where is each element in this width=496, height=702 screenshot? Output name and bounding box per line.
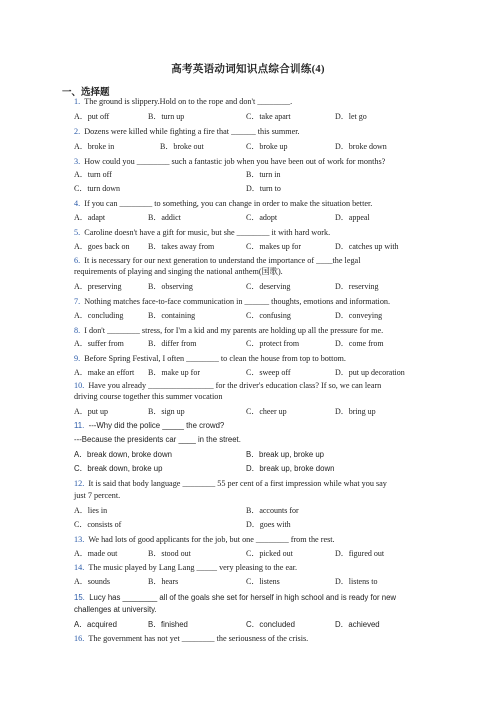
question-16: [74, 634, 308, 644]
question-8: [74, 326, 383, 336]
option-b[interactable]: B．turn in: [246, 170, 281, 179]
question-stem: It is necessary for our next generation to understand the importance of ____the legal: [84, 256, 361, 265]
option-c[interactable]: C．broke up: [246, 142, 288, 151]
question-11: [74, 421, 224, 431]
option-c[interactable]: C．turn down: [74, 184, 120, 193]
option-b[interactable]: B．broke out: [160, 142, 204, 151]
question-stem: We had lots of good applicants for the job, but one ________ from the rest.: [88, 535, 335, 544]
option-c[interactable]: C．listens: [246, 577, 280, 586]
option-c[interactable]: C．cheer up: [246, 407, 287, 416]
option-d[interactable]: D．bring up: [335, 407, 376, 416]
question-number: 13.: [74, 535, 85, 544]
option-d[interactable]: D．goes with: [246, 520, 291, 529]
question-6: [74, 256, 360, 266]
question-stem-continued: just 7 percent.: [74, 491, 121, 500]
question-number: 10.: [74, 381, 85, 390]
question-number: 1.: [74, 97, 81, 106]
question-number: 2.: [74, 127, 81, 136]
question-13: [74, 535, 335, 545]
option-a[interactable]: A．goes back on: [74, 242, 130, 251]
option-a[interactable]: A．acquired: [74, 620, 117, 629]
option-b[interactable]: B．accounts for: [246, 506, 299, 515]
option-b[interactable]: B．containing: [148, 311, 196, 320]
question-12: [74, 479, 387, 489]
option-b[interactable]: B．observing: [148, 282, 193, 291]
question-stem: It is said that body language ________ 55 per cent of a first impression while what you say: [88, 479, 387, 488]
option-d[interactable]: D．let go: [335, 112, 367, 121]
option-a[interactable]: A．adapt: [74, 213, 106, 222]
option-c[interactable]: C．concluded: [246, 620, 295, 629]
page-title: 高考英语动词知识点综合训练(4): [171, 64, 325, 75]
option-d[interactable]: D．listens to: [335, 577, 378, 586]
option-c[interactable]: C．deserving: [246, 282, 291, 291]
option-c[interactable]: C．adopt: [246, 213, 278, 222]
option-d[interactable]: D．come from: [335, 339, 384, 348]
option-b[interactable]: B．turn up: [148, 112, 185, 121]
question-number: 9.: [74, 354, 81, 363]
question-stem: ---Why did the police _____ the crowd?: [88, 421, 225, 430]
question-stem-continued: requirements of playing and singing the national anthem(国歌).: [74, 267, 283, 276]
option-d[interactable]: D．figured out: [335, 549, 385, 558]
option-d[interactable]: D．turn to: [246, 184, 281, 193]
question-number: 6.: [74, 256, 81, 265]
question-1: [74, 97, 292, 107]
question-number: 8.: [74, 326, 81, 335]
option-c[interactable]: C．makes up for: [246, 242, 302, 251]
question-stem: The government has not yet ________ the seriousness of the crisis.: [88, 634, 309, 643]
option-c[interactable]: C．protect from: [246, 339, 300, 348]
option-c[interactable]: C．picked out: [246, 549, 293, 558]
question-number: 14.: [74, 563, 85, 572]
option-b[interactable]: B．make up for: [148, 368, 200, 377]
option-d[interactable]: D．reserving: [335, 282, 379, 291]
question-stem: Before Spring Festival, I often ________ to clean the house from top to bottom.: [84, 354, 346, 363]
option-a[interactable]: A．concluding: [74, 311, 124, 320]
option-c[interactable]: C．sweep off: [246, 368, 291, 377]
question-3: [74, 157, 385, 167]
question-number: 4.: [74, 199, 81, 208]
question-2: [74, 127, 300, 137]
question-stem: The ground is slippery.Hold on to the rope and don't ________.: [84, 97, 293, 106]
option-c[interactable]: C．consists of: [74, 520, 122, 529]
section-heading: 一、选择题: [62, 88, 110, 98]
question-number: 12.: [74, 479, 85, 488]
question-stem: The music played by Lang Lang _____ very pleasing to the ear.: [88, 563, 298, 572]
question-14: [74, 563, 297, 573]
question-stem-continued: driving course together this summer vocation: [74, 392, 223, 401]
question-stem: Caroline doesn't have a gift for music, but she ________ it with hard work.: [84, 228, 331, 237]
option-d[interactable]: D．conveying: [335, 311, 383, 320]
question-10: [74, 381, 381, 391]
option-a[interactable]: A．make an effort: [74, 368, 135, 377]
question-stem: Have you already ________________ for the driver's education class? If so, we can learn: [88, 381, 382, 390]
question-4: [74, 199, 372, 209]
option-d[interactable]: D．break up, broke down: [246, 464, 335, 473]
question-stem-continued: ---Because the presidents car ____ in the street.: [74, 435, 241, 444]
option-b[interactable]: B．sign up: [148, 407, 185, 416]
option-c[interactable]: C．take apart: [246, 112, 291, 121]
option-b[interactable]: B．finished: [148, 620, 188, 629]
question-9: [74, 354, 346, 364]
option-b[interactable]: B．break up, broke up: [246, 450, 325, 459]
option-a[interactable]: A．preserving: [74, 282, 122, 291]
option-a[interactable]: A．break down, broke down: [74, 450, 172, 459]
option-a[interactable]: A．sounds: [74, 577, 111, 586]
option-d[interactable]: D．appeal: [335, 213, 370, 222]
question-number: 5.: [74, 228, 81, 237]
question-number: 7.: [74, 297, 81, 306]
question-stem: Dozens were killed while fighting a fire that ______ this summer.: [84, 127, 300, 136]
option-b[interactable]: B．takes away from: [148, 242, 215, 251]
question-7: [74, 297, 390, 307]
option-b[interactable]: B．hears: [148, 577, 179, 586]
question-stem: I don't ________ stress, for I'm a kid and my parents are holding up all the pressure for me.: [84, 326, 384, 335]
option-d[interactable]: D．broke down: [335, 142, 387, 151]
question-stem: Lucy has ________ all of the goals she set for herself in high school and is ready for new: [89, 593, 397, 602]
option-d[interactable]: D．put up decoration: [335, 368, 405, 377]
option-a[interactable]: A．put off: [74, 112, 110, 121]
option-c[interactable]: C．break down, broke up: [74, 464, 163, 473]
question-stem: Nothing matches face-to-face communication in ______ thoughts, emotions and information.: [84, 297, 391, 306]
option-b[interactable]: B．differ from: [148, 339, 197, 348]
option-a[interactable]: A．put up: [74, 407, 108, 416]
question-number: 3.: [74, 157, 81, 166]
option-a[interactable]: A．suffer from: [74, 339, 124, 348]
question-stem: How could you ________ such a fantastic job when you have been out of work for months?: [84, 157, 386, 166]
question-number: 15.: [74, 593, 85, 602]
option-a[interactable]: A．turn off: [74, 170, 112, 179]
option-a[interactable]: A．broke in: [74, 142, 115, 151]
question-stem: If you can ________ to something, you can change in order to make the situation better.: [84, 199, 373, 208]
option-b[interactable]: B．stood out: [148, 549, 191, 558]
option-b[interactable]: B．addict: [148, 213, 181, 222]
option-a[interactable]: A．lies in: [74, 506, 108, 515]
question-5: [74, 228, 330, 238]
question-number: 11.: [74, 421, 85, 430]
option-c[interactable]: C．confusing: [246, 311, 291, 320]
option-a[interactable]: A．made out: [74, 549, 118, 558]
question-stem-continued: challenges at university.: [74, 605, 157, 614]
question-15: [74, 593, 396, 603]
option-d[interactable]: D．achieved: [335, 620, 380, 629]
option-d[interactable]: D．catches up with: [335, 242, 399, 251]
question-number: 16.: [74, 634, 85, 643]
